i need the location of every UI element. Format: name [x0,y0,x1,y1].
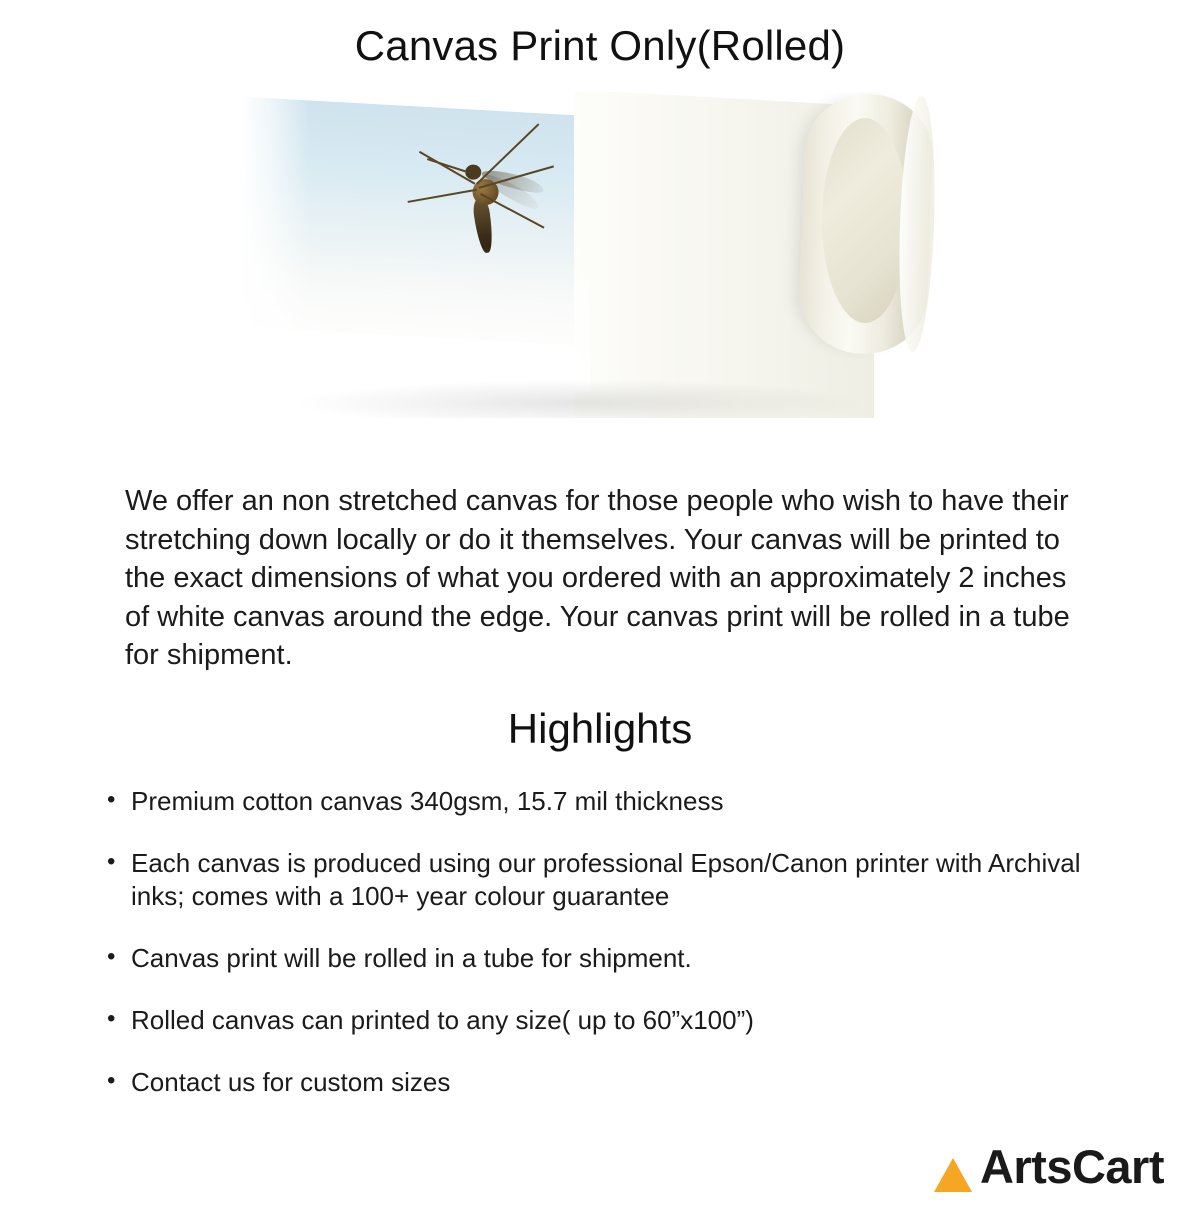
list-item: • Contact us for custom sizes [105,1066,1095,1100]
product-description: We offer an non stretched canvas for those people who wish to have their stretching down locally or do it themselves. Your canvas will be printed to the exact dimensions of what you ordered with an approximately 2 inches of white canvas around the edge. Your canvas print will be rolled in a tube for shipment. [125,485,1070,672]
page-title: Canvas Print Only(Rolled) [354,22,846,69]
highlights-list [105,785,1095,1100]
list-item: • Canvas print will be rolled in a tube for shipment. [105,942,1095,976]
logo-text-secondary: Cart [1071,1140,1164,1193]
highlights-heading: Highlights [507,704,693,752]
brand-logo [934,1139,1164,1194]
list-item: • Premium cotton canvas 340gsm, 15.7 mil thickness [105,785,1095,819]
list-item: • Rolled canvas can printed to any size( up to 60”x100”) [105,1004,1095,1038]
product-image [240,92,960,452]
triangle-icon [934,1158,972,1192]
image-bottom-mask [240,418,960,452]
canvas-curl-inner [822,118,908,323]
photo-fade-bottom [240,232,590,392]
product-info-page [0,22,1200,1222]
logo-text-primary: Arts [934,1139,1072,1194]
list-item: • Each canvas is produced using our professional Epson/Canon printer with Archival inks; comes with a 100+ year colour guarantee [105,847,1095,915]
